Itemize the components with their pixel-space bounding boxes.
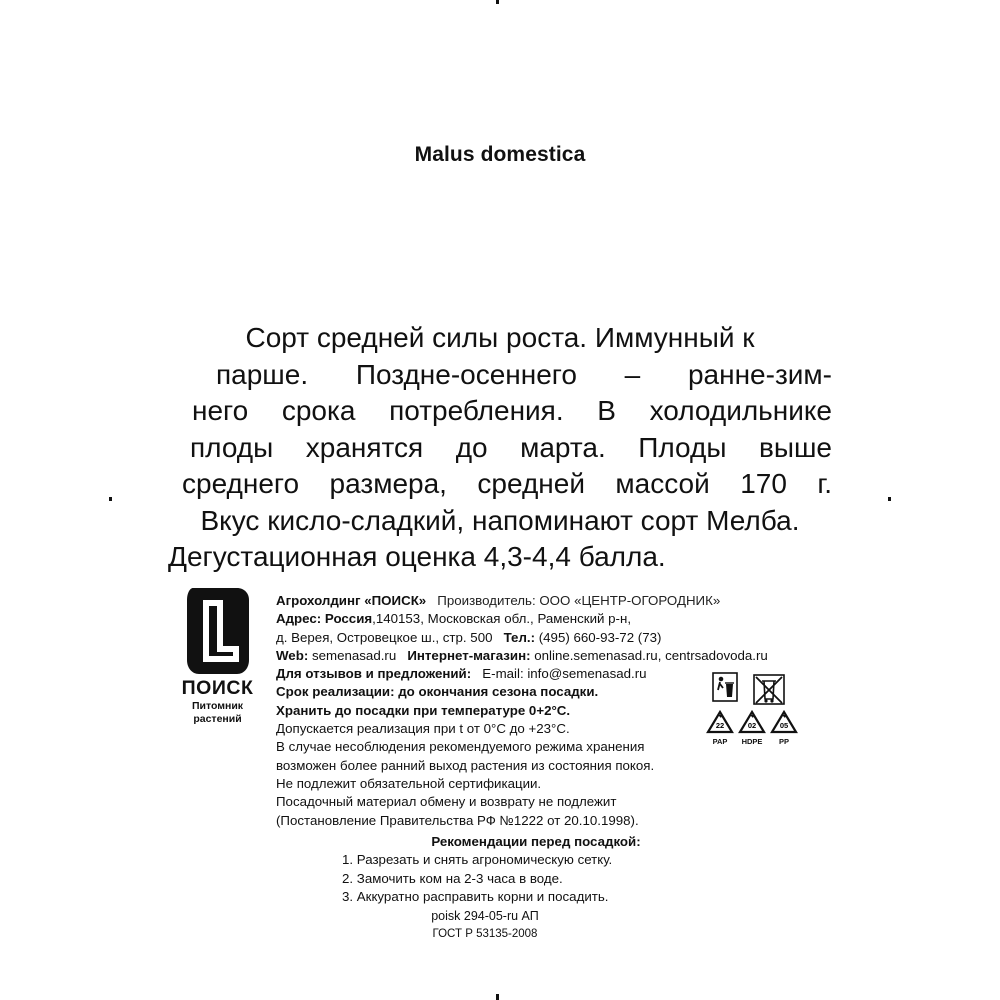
sale-temperature: Допускается реализация при t от 0°С до +23°С. — [276, 721, 570, 737]
shop-label: Интернет-магазин: — [407, 647, 531, 663]
email-link[interactable]: E-mail: info@semenasad.ru — [482, 666, 647, 682]
product-code: poisk 294-05-ru АП — [431, 909, 539, 923]
address-line — [276, 610, 768, 628]
recycle-number: 02 — [747, 721, 757, 730]
planting-recommendations — [276, 833, 796, 906]
recycle-label: PAP — [712, 737, 728, 746]
shelf-life: Срок реализации: до окончания сезона посадки. — [276, 684, 599, 700]
list-item: 1. Разрезать и снять агрономическую сетку. — [342, 852, 613, 868]
logo-subtitle-line: растений — [193, 713, 242, 725]
recycle-number: 05 — [779, 721, 789, 730]
recycle-pap-icon — [706, 710, 734, 734]
logo-subtitle — [170, 700, 265, 726]
exchange-note: Посадочный материал обмену и возврату не подлежит — [276, 794, 617, 810]
list-item: 2. Замочить ком на 2-3 часа в воде. — [342, 870, 563, 886]
address-street: д. Верея, Островецкое ш., стр. 500 — [276, 629, 493, 645]
recycle-pap — [706, 710, 734, 746]
latin-name: Malus domestica — [414, 143, 586, 166]
storage-warning: В случае несоблюдения рекомендуемого режима хранения — [276, 739, 645, 755]
recycle-hdpe-icon — [738, 710, 766, 734]
recommendations-title: Рекомендации перед посадкой: — [431, 834, 641, 849]
logo-subtitle-line: Питомник — [191, 700, 244, 712]
address-country: Россия — [324, 611, 373, 627]
poisk-logo-icon — [187, 588, 249, 674]
recycle-pp-icon — [770, 710, 798, 734]
recycle-hdpe — [738, 710, 766, 746]
description-line: плоды хранятся до марта. Плоды выше — [190, 431, 832, 463]
holding-name: Агрохолдинг «ПОИСК» — [276, 593, 427, 608]
crop-mark-top — [496, 0, 499, 4]
description-line: парше. Поздне-осеннего – ранне-зим- — [216, 358, 832, 390]
recommendations-list — [276, 851, 796, 906]
poisk-logo — [170, 588, 265, 726]
web-line — [276, 647, 768, 665]
crop-mark-right — [888, 497, 891, 501]
crop-mark-bottom — [496, 994, 499, 1000]
storage-temperature: Хранить до посадки при температуре 0+2°С. — [276, 702, 571, 718]
description-line: Вкус кисло-сладкий, напоминают сорт Мелба. — [200, 504, 800, 536]
address-text: ,140153, Московская обл., Раменский р-н, — [372, 611, 632, 627]
web-link[interactable]: semenasad.ru — [311, 647, 397, 663]
shop-links[interactable]: online.semenasad.ru, centrsadovoda.ru — [534, 647, 768, 663]
feedback-line — [276, 665, 768, 683]
decree-note: (Постановление Правительства РФ №1222 от 20.10.1998). — [276, 812, 639, 828]
gost-standard: ГОСТ Р 53135-2008 — [432, 928, 538, 940]
description-line: среднего размера, средней массой 170 г. — [182, 468, 832, 499]
certification-note: Не подлежит обязательной сертификации. — [276, 775, 542, 791]
address-line-2 — [276, 629, 768, 647]
holding-line — [276, 592, 768, 610]
producer-info — [276, 592, 768, 830]
recycle-label: HDPE — [741, 737, 763, 746]
logo-name: ПОИСК — [181, 677, 254, 699]
crop-mark-left — [109, 497, 112, 501]
address-label: Адрес: — [276, 611, 322, 627]
tel-number: (495) 660-93-72 (73) — [538, 629, 662, 645]
no-trash-bin-icon — [752, 672, 786, 706]
list-item: 3. Аккуратно расправить корни и посадить. — [342, 888, 609, 904]
tidyman-icon — [712, 672, 738, 702]
recycle-number: 22 — [715, 721, 725, 730]
variety-description — [168, 320, 832, 576]
eco-symbols — [706, 672, 798, 746]
description-line: Сорт средней силы роста. Иммунный к — [245, 322, 755, 353]
tel-label: Тел.: — [503, 629, 536, 645]
storage-warning: возможен более ранний выход растения из состояния покоя. — [276, 757, 655, 773]
description-line: Дегустационная оценка 4,3-4,4 балла. — [168, 541, 666, 572]
web-label: Web: — [276, 647, 309, 663]
recycle-label: PP — [778, 737, 789, 746]
footer-codes — [380, 907, 590, 943]
feedback-label: Для отзывов и предложений: — [276, 666, 472, 682]
producer-name: Производитель: ООО «ЦЕНТР-ОГОРОДНИК» — [437, 593, 721, 608]
recycle-pp — [770, 710, 798, 746]
description-line: него срока потребления. В холодильнике — [192, 395, 832, 426]
